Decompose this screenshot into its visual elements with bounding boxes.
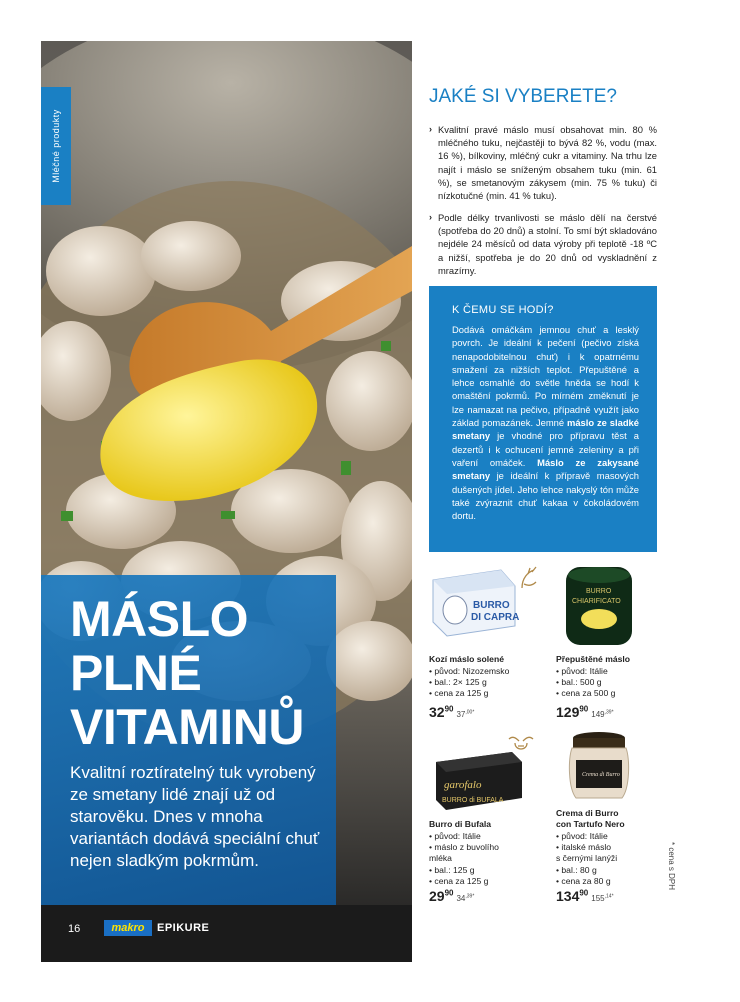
product-detail: • bal.: 2× 125 g <box>429 677 487 688</box>
product-details <box>556 831 617 887</box>
section-tab <box>41 87 71 205</box>
package-text: garofalo <box>444 779 482 791</box>
old-price-integer: 34 <box>456 894 466 903</box>
bullet-text: Kvalitní pravé máslo musí obsahovat min. 80 % mléčného tuku, nejčastěji to bývá 82 %, vodu (max. 16 %), bílkoviny, mléčný cukr a vitaminy. Na trhu lze najít i máslo se sníženým obsahem tuku (min. 61 %), se smetanovým zákysem (min. 75 % tuku) či nízkotučné (min. 41 % tuku). <box>438 124 657 202</box>
product-detail: • cena za 80 g <box>556 875 611 886</box>
usage-text-part: Dodává omáčkám jemnou chuť a lesklý povrch. Je ideální k pečení (pečivo získá nenapodobitelnou chuť) i k opatrnému smažení za nižších teplot. Přepuštěné a lehce osmahlé do světle hněda se hodí k omaštění pokrmů. Po mírném změknutí je lze namazat na pečivo, případně využít jako základ pomazánek. Jemné <box>452 324 639 429</box>
page-number: 16 <box>68 923 81 935</box>
product-details <box>429 831 499 887</box>
usage-text-bold: máslo ze sladké smetany <box>452 417 639 442</box>
product-details <box>556 666 615 700</box>
usage-text-bold: Máslo ze zakysané smetany <box>452 456 639 482</box>
package-text: CHIARIFICATO <box>572 598 621 605</box>
product-detail: s černými lanýži <box>556 853 618 864</box>
price-decimal: 90 <box>579 704 589 714</box>
product-image-goat-butter <box>429 566 519 638</box>
magazine-name: EPIKURE <box>157 922 210 934</box>
bullet-text: Podle délky trvanlivosti se máslo dělí na čerstvé (spotřeba do 20 dnů) a stolní. To smí být skladováno nejdéle 24 měsíců od data výroby při teplotě -18 ºC a nižší, spotřeba je do 20 dnů od vyskladnění z mrazírny. <box>438 212 657 276</box>
usage-text-part: je ideální k přípravě masových dušených jídel. Jeho lehce nakyslý tón může také zvýraznit chuť kakaa v čokoládovém dortu. <box>452 470 639 522</box>
old-price-decimal: ,00* <box>465 709 475 716</box>
usage-text-part: je vhodné pro přípravu těst a dezertů i k ochucení jemné zeleniny a při vaření omáček. <box>452 430 639 468</box>
product-details <box>429 666 509 700</box>
product-detail: mléka <box>429 853 452 864</box>
price-with-vat <box>591 710 613 719</box>
product-image-clarified-butter <box>562 563 636 649</box>
page-title <box>70 592 340 754</box>
price-decimal: 90 <box>579 888 589 898</box>
page-subtitle: Kvalitní roztíratelný tuk vyrobený ze smetany lidé znají už od starověku. Dnes v mnoha variantách dodává speciální chuť nejen sladkým pokrmům. <box>70 763 320 870</box>
price-integer: 134 <box>556 888 580 904</box>
price-integer: 32 <box>429 704 445 720</box>
bullet-arrow-icon: › <box>429 124 432 134</box>
product-detail: • italské máslo <box>556 842 612 853</box>
old-price-integer: 37 <box>456 710 466 719</box>
vat-note: * cena s DPH <box>667 842 676 891</box>
package-text: DI CAPRA <box>471 612 519 623</box>
product-detail: • cena za 500 g <box>556 688 616 699</box>
package-text: BURRO di BUFALA <box>442 797 504 804</box>
product-name: Přepuštěné máslo <box>556 654 631 664</box>
product-name: Crema di Burro con Tartufo Nero <box>556 808 625 829</box>
product-name: Burro di Bufala <box>429 819 492 829</box>
bullet-arrow-icon: › <box>429 212 432 222</box>
makro-logo: makro <box>104 920 152 936</box>
usage-text <box>452 323 639 522</box>
price-integer: 129 <box>556 704 580 720</box>
product-detail: • původ: Itálie <box>556 831 608 841</box>
product-detail: • cena za 125 g <box>429 875 489 886</box>
old-price-decimal: ,39* <box>604 709 614 716</box>
product-name: Kozí máslo solené <box>429 654 504 664</box>
product-price <box>556 888 614 904</box>
product-detail: • původ: Nizozemsko <box>429 666 510 676</box>
usage-box <box>429 286 657 552</box>
old-price-decimal: ,39* <box>465 893 475 900</box>
product-detail: • bal.: 500 g <box>556 677 602 688</box>
package-text: Crema di Burro <box>582 772 620 778</box>
old-price-integer: 155 <box>591 894 605 903</box>
price-with-vat <box>456 894 474 903</box>
buffalo-icon <box>505 733 537 755</box>
product-detail: • cena za 125 g <box>429 688 489 699</box>
price-with-vat <box>456 710 474 719</box>
product-price <box>429 704 474 720</box>
price-decimal: 90 <box>444 888 454 898</box>
package-text: BURRO <box>586 588 612 595</box>
page-footer <box>41 905 412 962</box>
usage-title: K ČEMU SE HODÍ? <box>452 304 554 316</box>
section-tab-label: Mléčné produkty <box>51 109 61 183</box>
product-detail: • původ: Itálie <box>556 666 608 676</box>
package-text: BURRO <box>473 600 510 611</box>
price-decimal: 90 <box>444 704 454 714</box>
info-bullet <box>429 211 657 277</box>
product-price <box>556 704 614 720</box>
price-integer: 29 <box>429 888 445 904</box>
title-line: MÁSLO <box>70 591 249 647</box>
product-price <box>429 888 474 904</box>
product-image-truffle-butter <box>566 728 632 804</box>
product-detail: • bal.: 80 g <box>556 864 597 875</box>
old-price-integer: 149 <box>591 710 605 719</box>
section-heading: JAKÉ SI VYBERETE? <box>429 86 617 107</box>
info-bullet <box>429 123 657 202</box>
title-line: PLNÉ <box>70 645 202 701</box>
product-image-buffalo-butter <box>432 748 524 816</box>
title-line: VITAMINŮ <box>70 699 304 755</box>
goat-icon <box>518 566 540 594</box>
product-detail: • máslo z buvolího <box>429 842 499 853</box>
old-price-decimal: ,14* <box>604 893 614 900</box>
price-with-vat <box>591 894 613 903</box>
product-detail: • bal.: 125 g <box>429 864 475 875</box>
product-detail: • původ: Itálie <box>429 831 481 841</box>
